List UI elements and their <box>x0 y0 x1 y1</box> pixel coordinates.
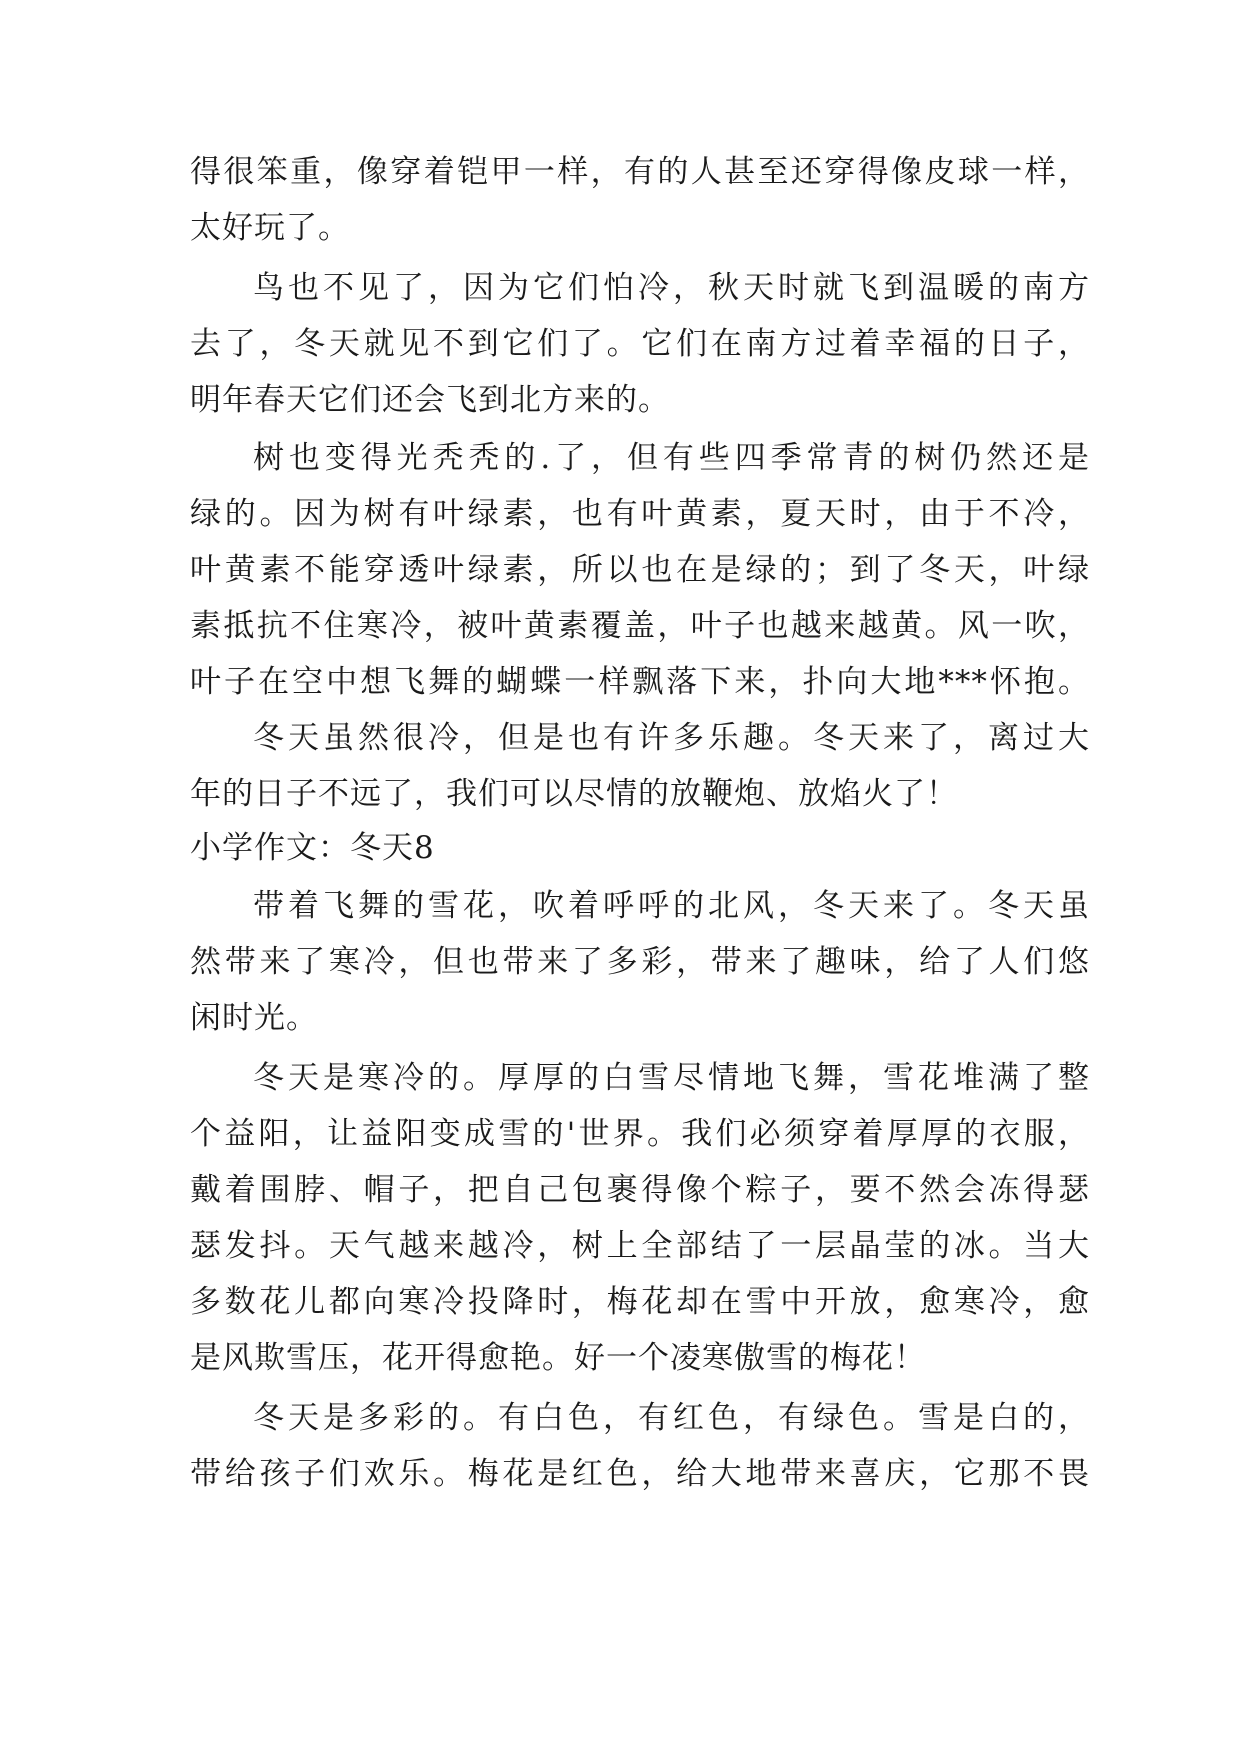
paragraph-first-line: 冬天是寒冷的。厚厚的白雪尽情地飞舞，雪花堆满了整 <box>253 1060 1090 1096</box>
text-line: 闲时光。 <box>190 1000 318 1036</box>
paragraph-first-line: 冬天是多彩的。有白色，有红色，有绿色。雪是白的， <box>253 1400 1090 1436</box>
text-line: 戴着围脖、帽子，把自己包裹得像个粽子，要不然会冻得瑟 <box>190 1172 1090 1208</box>
text-line: 素抵抗不住寒冷，被叶黄素覆盖，叶子也越来越黄。风一吹， <box>190 608 1090 644</box>
text-line: 是风欺雪压，花开得愈艳。好一个凌寒傲雪的梅花！ <box>190 1340 926 1376</box>
text-line: 明年春天它们还会飞到北方来的。 <box>190 382 670 418</box>
text-line: 叶子在空中想飞舞的蝴蝶一样飘落下来，扑向大地***怀抱。 <box>190 664 1090 700</box>
text-line: 多数花儿都向寒冷投降时，梅花却在雪中开放，愈寒冷，愈 <box>190 1284 1090 1320</box>
text-line: 年的日子不远了，我们可以尽情的放鞭炮、放焰火了！ <box>190 776 958 812</box>
paragraph-first-line: 带着飞舞的雪花，吹着呼呼的北风，冬天来了。冬天虽 <box>253 888 1090 924</box>
text-line: 叶黄素不能穿透叶绿素，所以也在是绿的；到了冬天，叶绿 <box>190 552 1090 588</box>
text-line: 太好玩了。 <box>190 210 350 246</box>
text-line: 然带来了寒冷，但也带来了多彩，带来了趣味，给了人们悠 <box>190 944 1090 980</box>
text-line: 去了，冬天就见不到它们了。它们在南方过着幸福的日子， <box>190 326 1090 362</box>
paragraph-first-line: 树也变得光秃秃的.了，但有些四季常青的树仍然还是 <box>253 440 1090 476</box>
text-line: 绿的。因为树有叶绿素，也有叶黄素，夏天时，由于不冷， <box>190 496 1090 532</box>
paragraph-first-line: 冬天虽然很冷，但是也有许多乐趣。冬天来了，离过大 <box>253 720 1090 756</box>
text-line: 个益阳，让益阳变成雪的'世界。我们必须穿着厚厚的衣服， <box>190 1116 1090 1152</box>
section-heading: 小学作文：冬天8 <box>190 830 435 866</box>
text-line: 瑟发抖。天气越来越冷，树上全部结了一层晶莹的冰。当大 <box>190 1228 1090 1264</box>
text-line: 得很笨重，像穿着铠甲一样，有的人甚至还穿得像皮球一样， <box>190 154 1090 190</box>
text-line: 带给孩子们欢乐。梅花是红色，给大地带来喜庆，它那不畏 <box>190 1456 1090 1492</box>
paragraph-first-line: 鸟也不见了，因为它们怕冷，秋天时就飞到温暖的南方 <box>253 270 1090 306</box>
